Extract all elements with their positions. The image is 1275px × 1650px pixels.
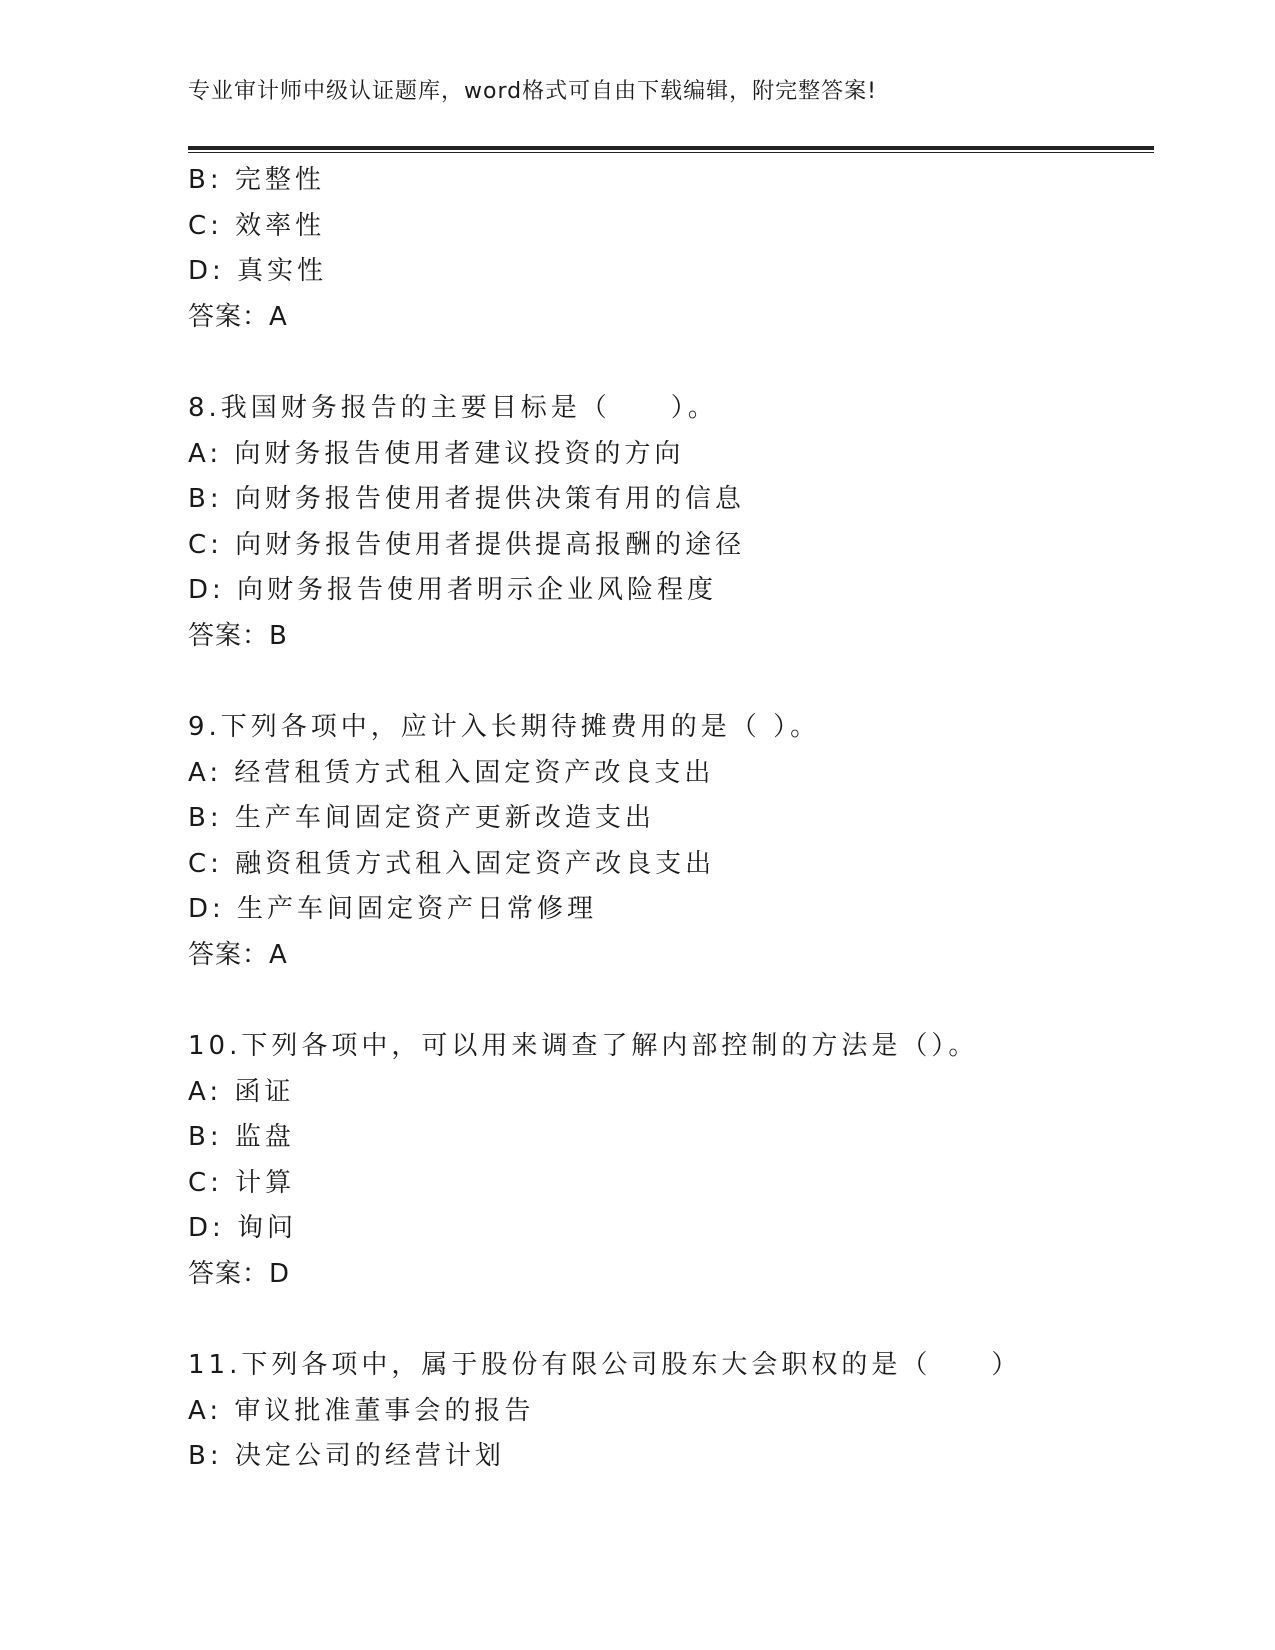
question-block-9 xyxy=(188,705,1154,978)
question-stem: 10.下列各项中，可以用来调查了解内部控制的方法是（）。 xyxy=(188,1031,979,1061)
option-a: A: 审议批准董事会的报告 xyxy=(188,1395,535,1426)
option-c: C: 计算 xyxy=(188,1167,296,1198)
answer-line: 答案：A xyxy=(188,301,288,332)
option-a: A: 函证 xyxy=(188,1076,295,1107)
question-stem: 11.下列各项中，属于股份有限公司股东大会职权的是（ ） xyxy=(188,1350,1022,1380)
question-stem: 9.下列各项中，应计入长期待摊费用的是（ ）。 xyxy=(188,712,821,742)
option-b: B: 生产车间固定资产更新改造支出 xyxy=(188,803,655,833)
page-header: 专业审计师中级认证题库，word格式可自由下载编辑，附完整答案! xyxy=(188,79,877,104)
option-d: D: 真实性 xyxy=(188,256,328,286)
question-block-11 xyxy=(188,1343,1154,1480)
option-c: C: 向财务报告使用者提供提高报酬的途径 xyxy=(188,529,746,560)
option-b: B: 向财务报告使用者提供决策有用的信息 xyxy=(188,484,745,514)
question-stem: 8.我国财务报告的主要目标是（ ）。 xyxy=(188,393,718,423)
option-b: B: 监盘 xyxy=(188,1122,295,1152)
header-rule-thick xyxy=(188,146,1154,150)
option-a: A: 经营租赁方式租入固定资产改良支出 xyxy=(188,757,715,788)
answer-line: 答案：A xyxy=(188,939,288,970)
question-block-prev xyxy=(188,158,1154,340)
question-block-10 xyxy=(188,1024,1154,1297)
option-d: D: 生产车间固定资产日常修理 xyxy=(188,894,598,924)
answer-line: 答案：B xyxy=(188,620,288,651)
option-a: A: 向财务报告使用者建议投资的方向 xyxy=(188,438,685,469)
option-b: B: 决定公司的经营计划 xyxy=(188,1441,505,1471)
header-rule-thin xyxy=(188,152,1154,153)
question-block-8 xyxy=(188,386,1154,659)
option-d: D: 询问 xyxy=(188,1213,298,1243)
answer-line: 答案：D xyxy=(188,1258,291,1289)
option-c: C: 效率性 xyxy=(188,210,326,241)
option-c: C: 融资租赁方式租入固定资产改良支出 xyxy=(188,848,716,879)
question-content xyxy=(188,158,1154,1480)
option-b: B: 完整性 xyxy=(188,165,325,195)
option-d: D: 向财务报告使用者明示企业风险程度 xyxy=(188,575,718,605)
